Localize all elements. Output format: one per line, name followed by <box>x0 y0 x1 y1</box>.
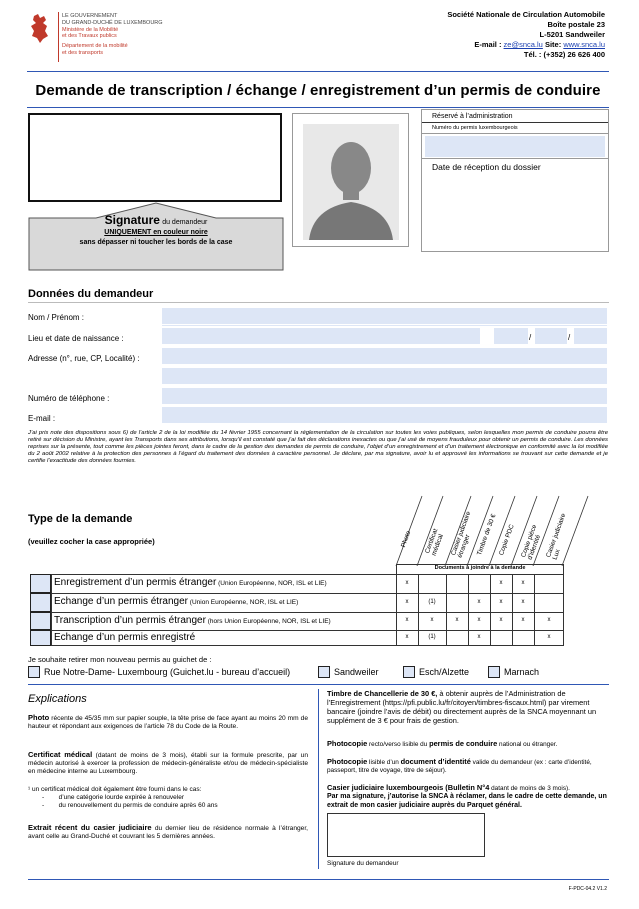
timbre-explanation: Timbre de Chancellerie de 30 €, à obtenir auprès de l’Administration de l’Enregistrement (https://pfi.public.lu/fr/citoyen/timbres-fiscaux.html) par virement bancaire (joindre l’avis de débit) ou directement auprès de la SNCA moyennant un supplément de 3 € pour frais de gestion. <box>327 689 597 725</box>
photocopie-id-explanation: Photocopie lisible d’un document d’identité valide du demandeur (ex : carte d’identité, passeport, titre de voyage, titre de séjour). <box>327 757 592 775</box>
gov-line-3: Ministère de la Mobilité <box>62 26 119 33</box>
person-silhouette-icon <box>303 124 399 240</box>
footnote: ¹ un certificat médical doit également être fourni dans le cas: - d’une catégorie lourde expirée à renouveler - du renouvellement du permis de conduire après 60 ans <box>28 786 218 809</box>
request-type-heading: Type de la demande <box>28 513 133 525</box>
signature-box[interactable] <box>28 113 282 202</box>
snca-address-1: Boîte postale 23 <box>547 20 605 29</box>
mark-r1-c6: x <box>521 580 525 586</box>
mark-r3-c4: x <box>477 617 481 623</box>
birth-place-field[interactable] <box>162 328 480 344</box>
name-field[interactable] <box>162 308 607 324</box>
address-field-2[interactable] <box>162 368 607 384</box>
applicant-signature-box[interactable] <box>327 813 485 857</box>
signature-instructions <box>28 215 284 248</box>
reception-date-label: Date de réception du dossier <box>432 162 541 172</box>
mark-r3-c6: x <box>521 617 525 623</box>
pickup-option-2[interactable]: Sandweiler <box>318 666 379 678</box>
mark-r4-c4: x <box>477 634 481 640</box>
request-type-instruction: (veuillez cocher la case appropriée) <box>28 537 155 546</box>
gov-line-1: LE GOUVERNEMENT <box>62 13 118 19</box>
mark-r4-c2: (1) <box>428 634 436 640</box>
site-link[interactable]: www.snca.lu <box>563 40 605 49</box>
gov-line-4: et des Travaux publics <box>62 33 117 40</box>
signature-line-2: UNIQUEMENT en couleur noire <box>104 229 208 236</box>
photo-explanation: Photo récente de 45/35 mm sur papier souple, la tête prise de face ayant au moins 20 mm de hauteur et répondant aux exigences de l’article 78 du Code de la Route. <box>28 713 308 731</box>
row-label-4[interactable]: Echange d’un permis enregistré <box>54 632 196 643</box>
permit-number-field[interactable] <box>425 136 605 157</box>
pickup-checkbox-1[interactable] <box>28 666 40 678</box>
signature-word: Signature <box>104 213 160 227</box>
row-label-2[interactable]: Echange d’un permis étranger (Union Européenne, NOR, ISL et LIE) <box>54 596 299 607</box>
mark-r2-c4: x <box>477 599 481 605</box>
column-labels <box>390 492 610 566</box>
snca-tel: Tél. : (+352) 26 626 400 <box>523 50 605 59</box>
mark-r3-c1: x <box>405 617 409 623</box>
gov-logo <box>28 9 178 64</box>
pickup-option-1[interactable]: Rue Notre-Dame- Luxembourg (Guichet.lu - bureau d’accueil) <box>28 666 290 678</box>
date-sep-1: / <box>529 333 532 342</box>
snca-address-2: L-5201 Sandweiler <box>539 30 605 39</box>
signature-line-3: sans dépasser ni toucher les bords de la case <box>79 239 233 246</box>
mark-r3-c3: x <box>455 617 459 623</box>
snca-name: Société Nationale de Circulation Automobile <box>447 10 605 19</box>
email-label: E-mail : <box>474 40 502 49</box>
explanations-heading: Explications <box>28 693 87 705</box>
name-label: Nom / Prénom : <box>28 313 85 322</box>
row-label-1[interactable]: Enregistrement d’un permis étranger (Union Européenne, NOR, ISL et LIE) <box>54 577 327 588</box>
mark-r4-c1: x <box>405 634 409 640</box>
site-label: Site: <box>544 40 562 49</box>
pickup-checkbox-4[interactable] <box>488 666 500 678</box>
title-frame <box>27 71 609 108</box>
date-sep-2: / <box>568 333 571 342</box>
applicant-heading: Données du demandeur <box>28 288 154 300</box>
row-label-3[interactable]: Transcription d’un permis étranger (hors Union Européenne, NOR, ISL et LIE) <box>54 615 331 626</box>
signature-suffix: du demandeur <box>162 219 208 226</box>
row-checkbox-4[interactable] <box>30 630 51 646</box>
mark-r3-c7: x <box>547 617 551 623</box>
phone-label: Numéro de téléphone : <box>28 394 110 403</box>
disclaimer-text: J’ai pris note des dispositions sous 6) de l’article 2 de la loi modifiée du 14 février 1955 concernant la réglementation de la circulation sur toutes les voies publiques, selon lesquelles mon permis de conduire pourra être retiré sur décision du Ministre, ayant les Transports dans ses attributions, lorsqu’il est constaté que j’ai fait des déclarations inexactes ou que j’ai usé de moyens frauduleux pour obtenir un permis de conduire. Les données reprises sur la présente, tout comme les pièces jointes feront, dans le cadre de la gestion des demandes de permis de conduire, l’objet d’un enregistrement et d’un traitement électronique en conformité avec la loi modifiée du 2 août 2002 relative à la protection des personnes à l’égard du traitement des données à caractère personnel. Je déclare, par ma signature, avoir lu et approuvé les informations se trouvant sur cette demande et je certifie l’exactitude des données fournies. <box>28 430 608 464</box>
phone-field[interactable] <box>162 388 607 404</box>
photo-box[interactable] <box>292 113 409 247</box>
snca-address <box>447 10 605 60</box>
mark-r2-c6: x <box>521 599 525 605</box>
birth-month-field[interactable] <box>535 328 567 344</box>
column-label-copie-pdc: Copie PDC <box>498 523 516 557</box>
row-checkbox-2[interactable] <box>30 593 51 612</box>
mark-r1-c1: x <box>405 580 409 586</box>
row-checkbox-1[interactable] <box>30 574 51 593</box>
mark-r2-c1: x <box>405 599 409 605</box>
photocopie-pdc-explanation: Photocopie recto/verso lisible du permis de conduire national ou étranger. <box>327 739 558 748</box>
name-field-2[interactable] <box>162 325 607 326</box>
email-label-field: E-mail : <box>28 414 56 423</box>
pickup-checkbox-3[interactable] <box>403 666 415 678</box>
mark-r4-c7: x <box>547 634 551 640</box>
column-label-certificat: Certificat médical <box>424 527 445 557</box>
admin-reserved-box <box>421 109 609 252</box>
form-code: F-PDC-04.2 V1.2 <box>568 886 607 892</box>
row-checkbox-3[interactable] <box>30 612 51 630</box>
column-label-photo: Photo <box>400 530 413 549</box>
column-label-casier-lux: Casier judiciaire Lux <box>545 512 568 561</box>
mark-r3-c2: x <box>430 617 434 623</box>
casier-explanation: Extrait récent du casier judiciaire du dernier lieu de résidence normale à l’étranger, avant celle au Grand-Duché et couvrant les 5 dernières années. <box>28 823 308 841</box>
column-label-timbre: Timbre de 30 € <box>476 513 498 557</box>
gov-line-6: et des transports <box>62 49 103 56</box>
gov-line-2: DU GRAND-DUCHÉ DE LUXEMBOURG <box>62 19 163 26</box>
admin-reserved-label: Réservé à l’administration <box>432 113 513 120</box>
pickup-checkbox-2[interactable] <box>318 666 330 678</box>
permit-number-label: Numéro du permis luxembourgeois <box>432 125 518 131</box>
certificat-explanation: Certificat médical (datant de moins de 3 mois), établi sur la formule prescrite, par un médecin autorisé à exercer la profession de médecin-généraliste et/ou de médecin-spécialiste en médecine interne au Luxembourg. <box>28 750 308 776</box>
birth-year-field[interactable] <box>574 328 607 344</box>
mark-r2-c5: x <box>499 599 503 605</box>
column-label-casier-etranger: Casier judiciaire étranger <box>450 510 473 559</box>
address-label: Adresse (n°, rue, CP, Localité) : <box>28 354 140 363</box>
birth-day-field[interactable] <box>494 328 528 344</box>
docs-header: Documents à joindre à la demande <box>434 565 526 571</box>
gov-line-5: Département de la mobilité <box>62 43 128 50</box>
applicant-signature-label: Signature du demandeur <box>327 860 399 867</box>
pickup-option-3[interactable]: Esch/Alzette <box>403 666 469 678</box>
casier-lux-explanation: Casier judiciaire luxembourgeois (Bulletin N°4 datant de moins de 3 mois). Par ma signature, j’autorise la SNCA à réclamer, dans le cadre de cette demande, un extrait de mon casier judiciaire auprès du Parquet général. <box>327 783 607 809</box>
birth-label: Lieu et date de naissance : <box>28 334 124 343</box>
mark-r3-c5: x <box>499 617 503 623</box>
column-label-copie-identite: Copie pièce d’identité <box>520 523 543 561</box>
page-title: Demande de transcription / échange / enregistrement d’un permis de conduire <box>35 82 601 99</box>
address-field-1[interactable] <box>162 348 607 364</box>
lion-emblem-icon <box>28 12 52 44</box>
pickup-option-4[interactable]: Marnach <box>488 666 539 678</box>
email-link[interactable]: ze@snca.lu <box>503 40 543 49</box>
pickup-label: Je souhaite retirer mon nouveau permis au guichet de : <box>28 655 212 664</box>
email-field[interactable] <box>162 407 607 423</box>
mark-r1-c5: x <box>499 580 503 586</box>
mark-r2-c2: (1) <box>428 599 436 605</box>
request-type-table <box>30 564 564 646</box>
